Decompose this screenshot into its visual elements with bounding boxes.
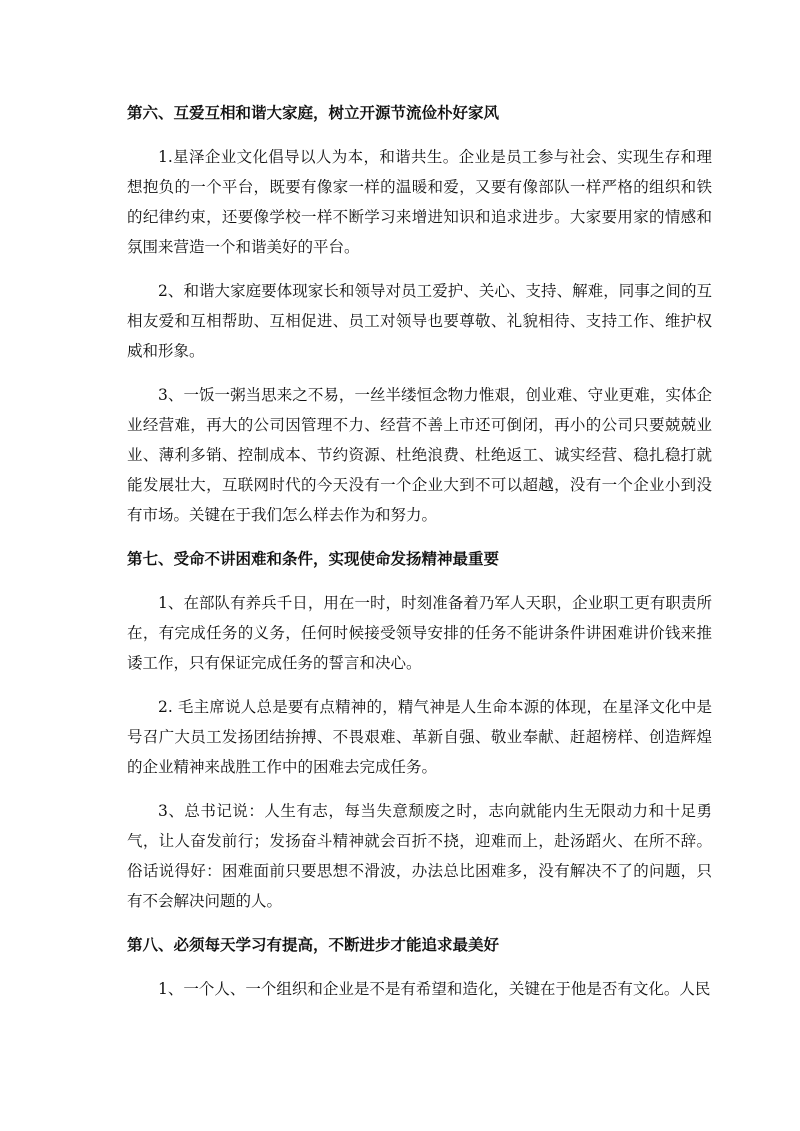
section-heading: 第八、必须每天学习有提高，不断进步才能追求最美好: [127, 935, 500, 954]
paragraph: 2、和谐大家庭要体现家长和领导对员工爱护、关心、支持、解难，同事之间的互相友爱和互相帮助、互相促进、员工对领导也要尊敬、礼貌相待、支持工作、维护权威和形象。: [127, 282, 712, 360]
paragraph: 1、一个人、一个组织和企业是不是有希望和造化，关键在于他是否有文化。人民: [158, 980, 711, 998]
section-heading: 第七、受命不讲困难和条件，实现使命发扬精神最重要: [127, 549, 500, 568]
section-6: [127, 98, 712, 530]
document-body: [127, 98, 712, 1004]
paragraph: 3、一饭一粥当思来之不易，一丝半缕恒念物力惟艰，创业难、守业更难，实体企业经营难，再大的公司因管理不力、经营不善上市还可倒闭，再小的公司只要兢兢业业、薄利多销、控制成本、节约资源、杜绝浪费、杜绝返工、诚实经营、稳扎稳打就能发展壮大，互联网时代的今天没有一个企业大到不可以超越，没有一个企业小到没有市场。关键在于我们怎么样去作为和努力。: [127, 386, 712, 524]
paragraph: 3、总书记说：人生有志，每当失意颓废之时，志向就能内生无限动力和十足勇气，让人奋发前行；发扬奋斗精神就会百折不挠，迎难而上，赴汤蹈火、在所不辞。俗话说得好：困难面前只要思想不滑波，办法总比困难多，没有解决不了的问题，只有不会解决问题的人。: [127, 802, 712, 910]
paragraph: 1、在部队有养兵千日，用在一时，时刻准备着乃军人天职，企业职工更有职责所在，有完成任务的义务，任何时候接受领导安排的任务不能讲条件讲困难讲价钱来推诿工作，只有保证完成任务的誓言和决心。: [127, 594, 712, 672]
paragraph: 1.星泽企业文化倡导以人为本，和谐共生。企业是员工参与社会、实现生存和理想抱负的一个平台，既要有像家一样的温暖和爱，又要有像部队一样严格的组织和铁的纪律约束，还要像学校一样不断学习来增进知识和追求进步。大家要用家的情感和氛围来营造一个和谐美好的平台。: [127, 148, 712, 256]
section-7: [127, 544, 712, 916]
paragraph: 2. 毛主席说人总是要有点精神的，精气神是人生命本源的体现，在星泽文化中是号召广大员工发扬团结拚搏、不畏艰难、革新自强、敬业奉献、赶超榜样、创造辉煌的企业精神来战胜工作中的困难去完成任务。: [127, 698, 712, 776]
section-8: [127, 930, 712, 1004]
section-heading: 第六、互爱互相和谐大家庭，树立开源节流俭朴好家风: [127, 103, 500, 122]
